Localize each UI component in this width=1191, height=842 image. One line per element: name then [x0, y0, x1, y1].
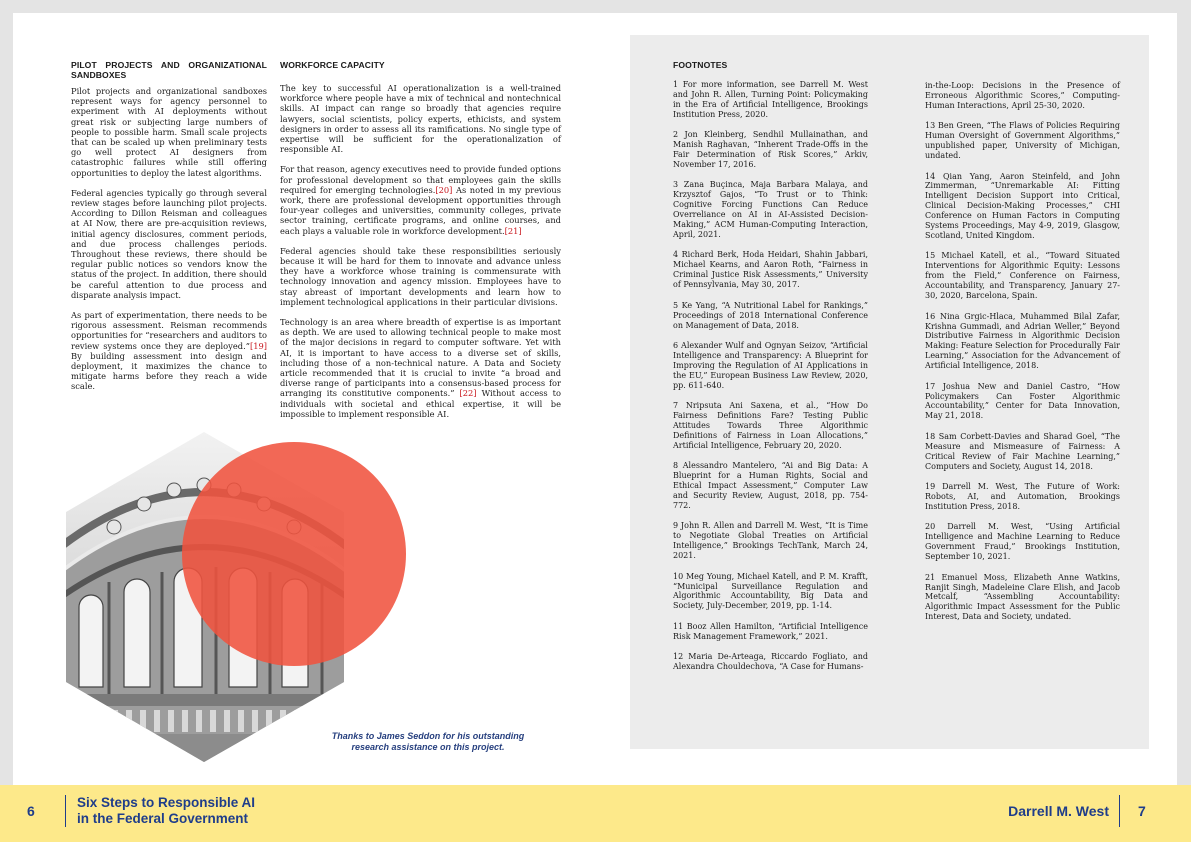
footnote-item: 19 Darrell M. West, The Future of Work: Robots, AI, and Automation, Brookings Institution Press, 2018.	[925, 482, 1120, 511]
footnotes-column-2	[925, 81, 1120, 633]
orange-circle	[182, 442, 406, 666]
workforce-paragraph-2	[280, 164, 561, 235]
publication-title	[77, 795, 255, 827]
footnote-item: 5 Ke Yang, “A Nutritional Label for Rankings,” Proceedings of 2018 International Conference on Management of Data, 2018.	[673, 300, 868, 330]
workforce-capacity-section	[280, 60, 561, 429]
footnote-item: 15 Michael Katell, et al., “Toward Situated Interventions for Algorithmic Equity: Lessons from the Field,” Conference on Fairness, Accountability, and Transparency, January 27-30, 2020, Barcelona, Spain.	[925, 251, 1120, 301]
left-page-number: 6	[27, 803, 35, 819]
caption-line-2: research assistance on this project.	[351, 742, 505, 752]
workforce-capacity-heading: WORKFORCE CAPACITY	[280, 60, 385, 70]
footnote-item: 14 Qian Yang, Aaron Steinfeld, and John Zimmerman, “Unremarkable AI: Fitting Intelligent Decision Support into Critical, Clinical Decision-Making Processes,” CHI Conference on Human Factors in Computing Systems Proceedings, May 4-9, 2019, Glasgow, Scotland, United Kingdom.	[925, 171, 1120, 240]
pilot-paragraph-1: Pilot projects and organizational sandboxes represent ways for agency personnel to experiment with AI deployments without great risk or subjecting large numbers of people to possible harm. Small scale projects that can be scaled up when preliminary tests go well protect AI designers from catastrophic failures while still offering opportunities to deploy the latest algorithms.	[71, 86, 267, 178]
footnote-ref-21[interactable]: [21]	[504, 225, 522, 236]
pilot-paragraph-3	[71, 310, 267, 392]
footnote-item: 16 Nina Grgic-Hlaca, Muhammed Bilal Zafar, Krishna Gummadi, and Adrian Weller,” Beyond Distributive Fairness in Algorithmic Decision Making: Feature Selection for Procedurally Fair Learning,” Association for the Advancement of Artificial Intelligence, 2018.	[925, 311, 1120, 371]
footnote-item: 3 Zana Buçinca, Maja Barbara Malaya, and Krzysztof Gajos, “To Trust or to Think: Cognitive Forcing Functions Can Reduce Overreliance on AI in AI-Assisted Decision-Making,” ACM Human-Computing Interaction, April, 2021.	[673, 180, 868, 239]
workforce-paragraph-4	[280, 317, 561, 419]
footnote-item: 9 John R. Allen and Darrell M. West, “It is Time to Negotiate Global Treaties on Artificial Intelligence,” Brookings TechTank, March 24, 2021.	[673, 521, 868, 561]
footnotes-heading: FOOTNOTES	[673, 60, 728, 70]
footnote-item: 6 Alexander Wulf and Ognyan Seizov, “Artificial Intelligence and Transparency: A Blueprint for Improving the Regulation of AI Applications in the EU,” European Business Law Review, 2020, pp. 611-640.	[673, 341, 868, 390]
footnote-item: 11 Booz Allen Hamilton, “Artificial Intelligence Risk Management Framework,” 2021.	[673, 621, 868, 641]
footnote-ref-20[interactable]: [20]	[435, 184, 453, 195]
workforce-paragraph-2-text-b: As noted in my previous work, there are professional development opportunities through four-year colleges and universities, community colleges, private sector training, certificate programs, and online courses, and each plays a valuable role in workforce development.	[280, 184, 561, 236]
workforce-paragraph-4-text-a: Technology is an area where breadth of expertise is as important as depth. We are used to allowing technical people to make most of the major decisions in regard to computer software. Yet with AI, it is important to have access to a diverse set of skills, including those of a non-technical nature. A Data and Society article recommended that it is crucial to invite “a broad and diverse range of participants into a consensus-based process for arranging its constitutive components.”	[280, 317, 561, 399]
pilot-paragraph-2: Federal agencies typically go through several review stages before launching pilot projects. According to Dillon Reisman and colleagues at AI Now, there are pre-acquisition reviews, initial agency disclosures, comment periods, and due process challenges periods. Throughout these reviews, there should be regular public notices so vendors know the status of the project. In addition, there should be careful attention to due process and disparate analysis impact.	[71, 187, 267, 300]
footnote-item: 1 For more information, see Darrell M. West and John R. Allen, Turning Point: Policymaking in the Era of Artificial Intelligence, Brookings Institution Press, 2020.	[673, 80, 868, 119]
footnote-item: 12 Maria De-Arteaga, Riccardo Fogliato, and Alexandra Chouldechova, “A Case for Humans-	[673, 652, 868, 672]
footnote-item: 2 Jon Kleinberg, Sendhil Mullainathan, and Manish Raghavan, “Inherent Trade-Offs in the Fair Determination of Risk Scores,” Arkiv, November 17, 2016.	[673, 130, 868, 169]
footnote-item: 10 Meg Young, Michael Katell, and P. M. Krafft, “Municipal Surveillance Regulation and Algorithmic Accountability, Big Data and Society, July-December, 2019, pp. 1-14.	[673, 571, 868, 611]
footer-divider-left	[65, 795, 66, 827]
footnote-item: 17 Joshua New and Daniel Castro, “How Policymakers Can Foster Algorithmic Accountability,” Center for Data Innovation, May 21, 2018.	[925, 381, 1120, 421]
footnote-item: 18 Sam Corbett-Davies and Sharad Goel, “The Measure and Mismeasure of Fairness: A Critical Review of Fair Machine Learning,” Computers and Society, August 14, 2018.	[925, 431, 1120, 471]
footer-divider-right	[1119, 795, 1120, 827]
workforce-paragraph-2-text-a: For that reason, agency executives need to provide funded options for professional development so that employees gain the skills required for emerging technologies.	[280, 164, 562, 195]
acknowledgement-caption	[300, 731, 556, 753]
pilot-projects-section	[71, 60, 267, 402]
workforce-paragraph-4-text-b: Without access to individuals with societal and ethical expertise, it will be impossible to implement responsible AI.	[280, 388, 561, 419]
right-page-number: 7	[1138, 803, 1146, 819]
pilot-projects-heading: PILOT PROJECTS AND ORGANIZATIONAL SANDBOXES	[71, 60, 267, 80]
publication-title-line-1: Six Steps to Responsible AI	[77, 795, 256, 810]
footnotes-column-1	[673, 60, 868, 683]
workforce-paragraph-1: The key to successful AI operationalization is a well-trained workforce where people have a mix of technical and nontechnical skills. AI impact can range so broadly that agencies require lawyers, social scientists, policy experts, ethicists, and system designers in order to assess all its ramifications. No single type of expertise will be sufficient for the operationalization of responsible AI.	[280, 83, 561, 155]
footnote-item: 13 Ben Green, “The Flaws of Policies Requiring Human Oversight of Government Algorithms,” unpublished paper, University of Michigan, undated.	[925, 121, 1120, 161]
footnote-item: 20 Darrell M. West, “Using Artificial Intelligence and Machine Learning to Reduce Government Fraud,” Brookings Institution, September 10, 2021.	[925, 522, 1120, 562]
workforce-paragraph-3: Federal agencies should take these responsibilities seriously because it will be hard for them to innovate and advance unless they have a workforce whose training is commensurate with technology innovation and agency mission. Employees have to stay abreast of important developments and learn how to implement technological applications in their particular divisions.	[280, 245, 561, 307]
footnote-item: 4 Richard Berk, Hoda Heidari, Shahin Jabbari, Michael Kearns, and Aaron Roth, “Fairness in Criminal Justice Risk Assessments,” University of Pennsylvania, May 30, 2017.	[673, 250, 868, 290]
footnote-ref-19[interactable]: [19]	[249, 340, 267, 351]
capitol-dome-graphic	[64, 432, 416, 762]
pilot-paragraph-3-text-a: As part of experimentation, there needs to be rigorous assessment. Reisman recommends opportunities for “researchers and auditors to review systems once they are deployed.”	[71, 310, 267, 351]
footnote-item: 8 Alessandro Mantelero, “Ai and Big Data: A Blueprint for a Human Rights, Social and Ethical Impact Assessment,” Computer Law and Security Review, August, 2018, pp. 754-772.	[673, 461, 868, 510]
author-name: Darrell M. West	[1008, 803, 1109, 819]
publication-title-line-2: in the Federal Government	[77, 811, 249, 826]
footnote-item: in-the-Loop: Decisions in the Presence of Erroneous Algorithmic Scores,” Computing-Human Interactions, April 25-30, 2020.	[925, 81, 1120, 110]
page-footer	[0, 785, 1191, 842]
footnote-ref-22[interactable]: [22]	[459, 388, 477, 399]
capitol-dome-image	[64, 432, 416, 762]
footnote-item: 21 Emanuel Moss, Elizabeth Anne Watkins, Ranjit Singh, Madeleine Clare Elish, and Jacob Metcalf, “Assembling Accountability: Algorithmic Impact Assessment for the Public Interest, Data and Society, undated.	[925, 572, 1120, 622]
footnote-item: 7 Nripsuta Ani Saxena, et al., “How Do Fairness Definitions Fare? Testing Public Attitudes Towards Three Algorithmic Definitions of Fairness in Loan Allocations,” Artificial Intelligence, February 20, 2020.	[673, 401, 868, 450]
pilot-paragraph-3-text-b: By building assessment into design and deployment, it maximizes the chance to mitigate harms before they reach a wide scale.	[71, 350, 267, 392]
caption-line-1: Thanks to James Seddon for his outstanding	[331, 731, 525, 741]
